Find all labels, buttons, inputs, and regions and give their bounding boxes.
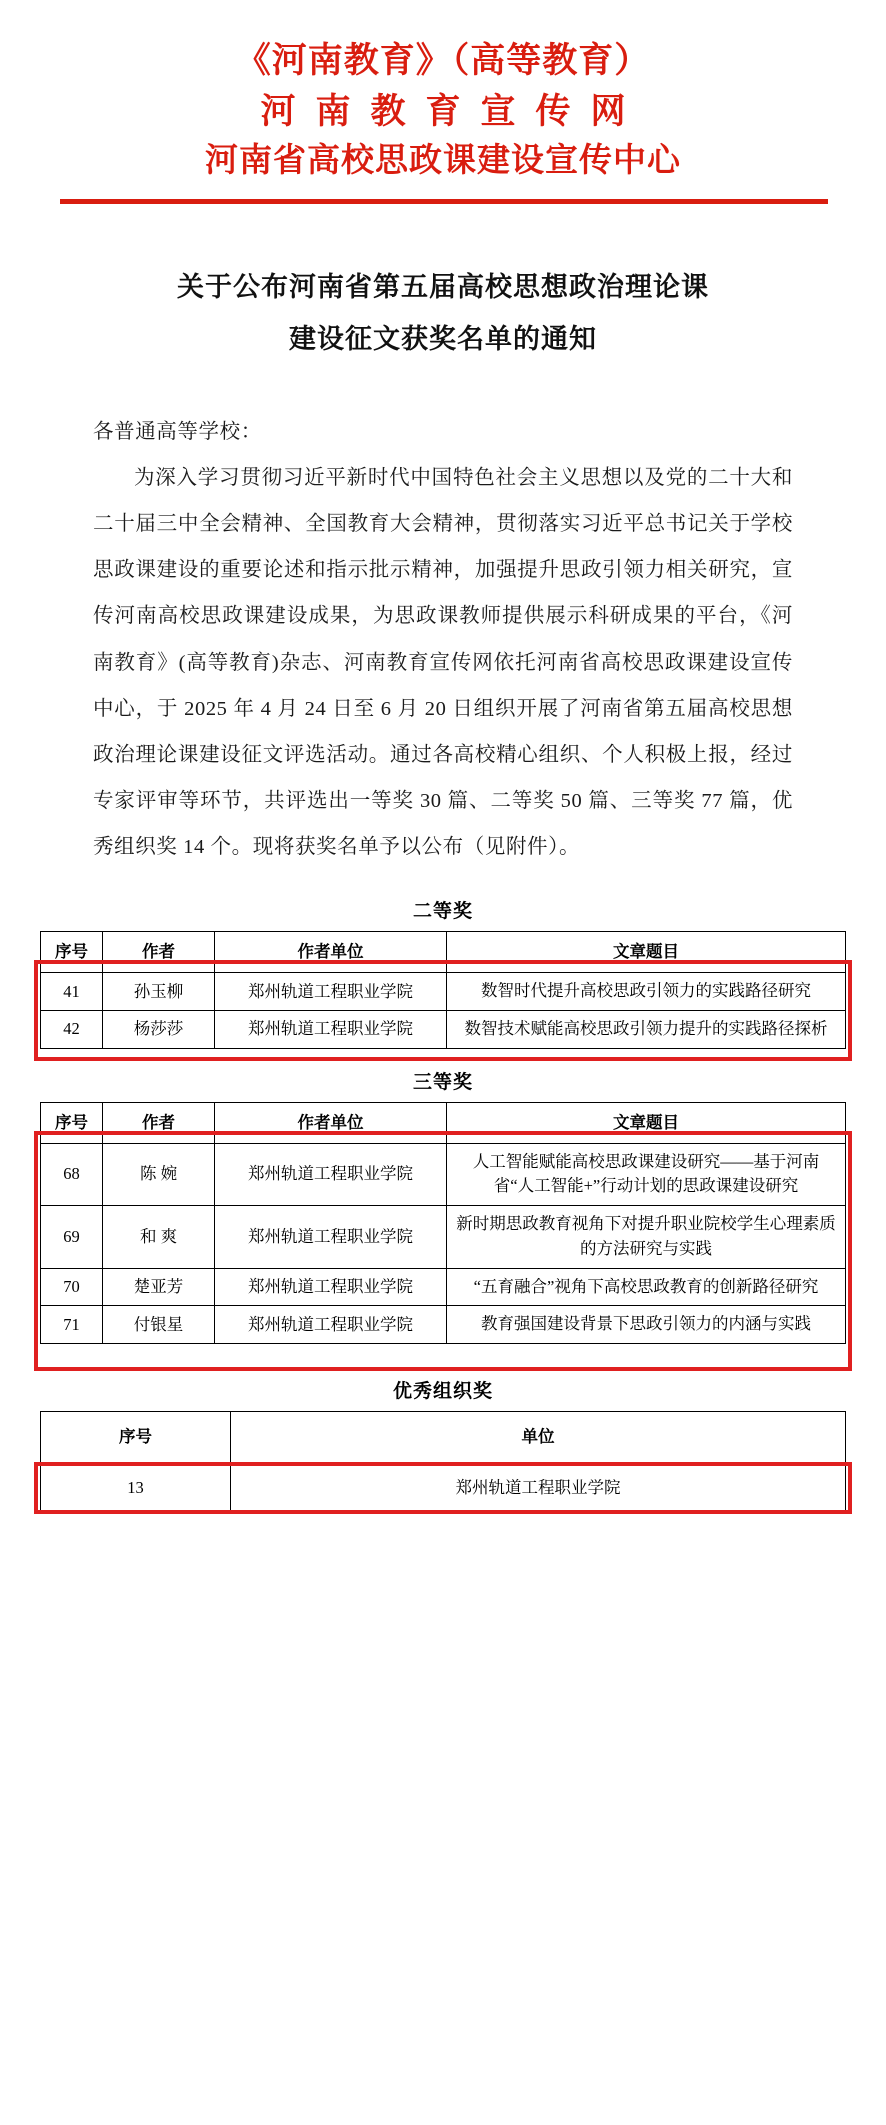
cell-no: 42	[41, 1010, 103, 1048]
masthead-line-2: 河南教育宣传网	[260, 91, 646, 131]
cell-no: 13	[41, 1463, 231, 1514]
cell-org: 郑州轨道工程职业学院	[215, 1268, 447, 1306]
section-title-organization-prize: 优秀组织奖	[392, 1381, 493, 1403]
col-header-org: 单位	[231, 1412, 846, 1463]
cell-author: 付银星	[103, 1306, 215, 1344]
col-header-org: 作者单位	[215, 932, 447, 973]
page-title	[93, 262, 793, 365]
cell-no: 70	[41, 1268, 103, 1306]
second-prize-table	[40, 931, 846, 1049]
third-prize-table-wrap	[0, 1102, 886, 1345]
table-row	[41, 1463, 846, 1514]
col-header-author: 作者	[103, 1102, 215, 1143]
cell-no: 41	[41, 973, 103, 1011]
cell-title: 数智时代提升高校思政引领力的实践路径研究	[447, 973, 846, 1011]
awards-section	[0, 896, 886, 1524]
body-paragraph-1: 为深入学习贯彻习近平新时代中国特色社会主义思想以及党的二十大和二十届三中全会精神、全国教育大会精神，贯彻落实习近平总书记关于学校思政课建设的重要论述和指示批示精神，加强提升思政引领力相关研究，宣传河南高校思政课建设成果，为思政课教师提供展示科研成果的平台，《河南教育》(高等教育)杂志、河南教育宣传网依托河南省高校思政课建设宣传中心，于 2025 年 4 月 24 日至 6 月 20 日组织开展了河南省第五届高校思想政治理论课建设征文评选活动。通过各高校精心组织、个人积极上报，经过专家评审等环节，共评选出一等奖 30 篇、二等奖 50 篇、三等奖 77 篇，优秀组织奖 14 个。现将获奖名单予以公布（见附件）。	[93, 467, 793, 859]
cell-title: “五育融合”视角下高校思政教育的创新路径研究	[447, 1268, 846, 1306]
document-body	[93, 409, 793, 870]
cell-author: 和 爽	[103, 1206, 215, 1269]
col-header-title: 文章题目	[447, 932, 846, 973]
masthead	[0, 0, 886, 204]
col-header-no: 序号	[41, 1102, 103, 1143]
cell-org: 郑州轨道工程职业学院	[215, 973, 447, 1011]
cell-org: 郑州轨道工程职业学院	[215, 1306, 447, 1344]
organization-prize-table-wrap	[0, 1411, 886, 1514]
masthead-line-3: 河南省高校思政课建设宣传中心	[205, 142, 681, 179]
table-row	[41, 973, 846, 1011]
col-header-no: 序号	[41, 1412, 231, 1463]
cell-author: 陈 婉	[103, 1143, 215, 1206]
cell-title: 教育强国建设背景下思政引领力的内涵与实践	[447, 1306, 846, 1344]
col-header-no: 序号	[41, 932, 103, 973]
cell-org: 郑州轨道工程职业学院	[231, 1463, 846, 1514]
section-title-second-prize: 二等奖	[412, 901, 473, 923]
table-row	[41, 1306, 846, 1344]
salutation: 各普通高等学校：	[93, 420, 262, 443]
cell-no: 69	[41, 1206, 103, 1269]
cell-author: 杨莎莎	[103, 1010, 215, 1048]
cell-no: 68	[41, 1143, 103, 1206]
table-row	[41, 1010, 846, 1048]
cell-title: 数智技术赋能高校思政引领力提升的实践路径探析	[447, 1010, 846, 1048]
masthead-divider	[60, 199, 828, 204]
table-header-row	[41, 1412, 846, 1463]
col-header-author: 作者	[103, 932, 215, 973]
page-title-line-1: 关于公布河南省第五届高校思想政治理论课	[177, 272, 709, 303]
cell-author: 楚亚芳	[103, 1268, 215, 1306]
cell-org: 郑州轨道工程职业学院	[215, 1143, 447, 1206]
cell-org: 郑州轨道工程职业学院	[215, 1206, 447, 1269]
cell-author: 孙玉柳	[103, 973, 215, 1011]
table-header-row	[41, 1102, 846, 1143]
table-row	[41, 1206, 846, 1269]
col-header-org: 作者单位	[215, 1102, 447, 1143]
cell-title: 新时期思政教育视角下对提升职业院校学生心理素质的方法研究与实践	[447, 1206, 846, 1269]
spacer	[0, 1344, 886, 1358]
col-header-title: 文章题目	[447, 1102, 846, 1143]
table-header-row	[41, 932, 846, 973]
organization-prize-table	[40, 1411, 846, 1514]
second-prize-table-wrap	[0, 931, 886, 1049]
cell-no: 71	[41, 1306, 103, 1344]
cell-org: 郑州轨道工程职业学院	[215, 1010, 447, 1048]
table-row	[41, 1143, 846, 1206]
masthead-line-1: 《河南教育》（高等教育）	[235, 41, 651, 80]
third-prize-table	[40, 1102, 846, 1345]
cell-title: 人工智能赋能高校思政课建设研究——基于河南省“人工智能+”行动计划的思政课建设研究	[447, 1143, 846, 1206]
table-row	[41, 1268, 846, 1306]
page-title-line-2: 建设征文获奖名单的通知	[289, 323, 597, 354]
section-title-third-prize: 三等奖	[412, 1071, 473, 1093]
